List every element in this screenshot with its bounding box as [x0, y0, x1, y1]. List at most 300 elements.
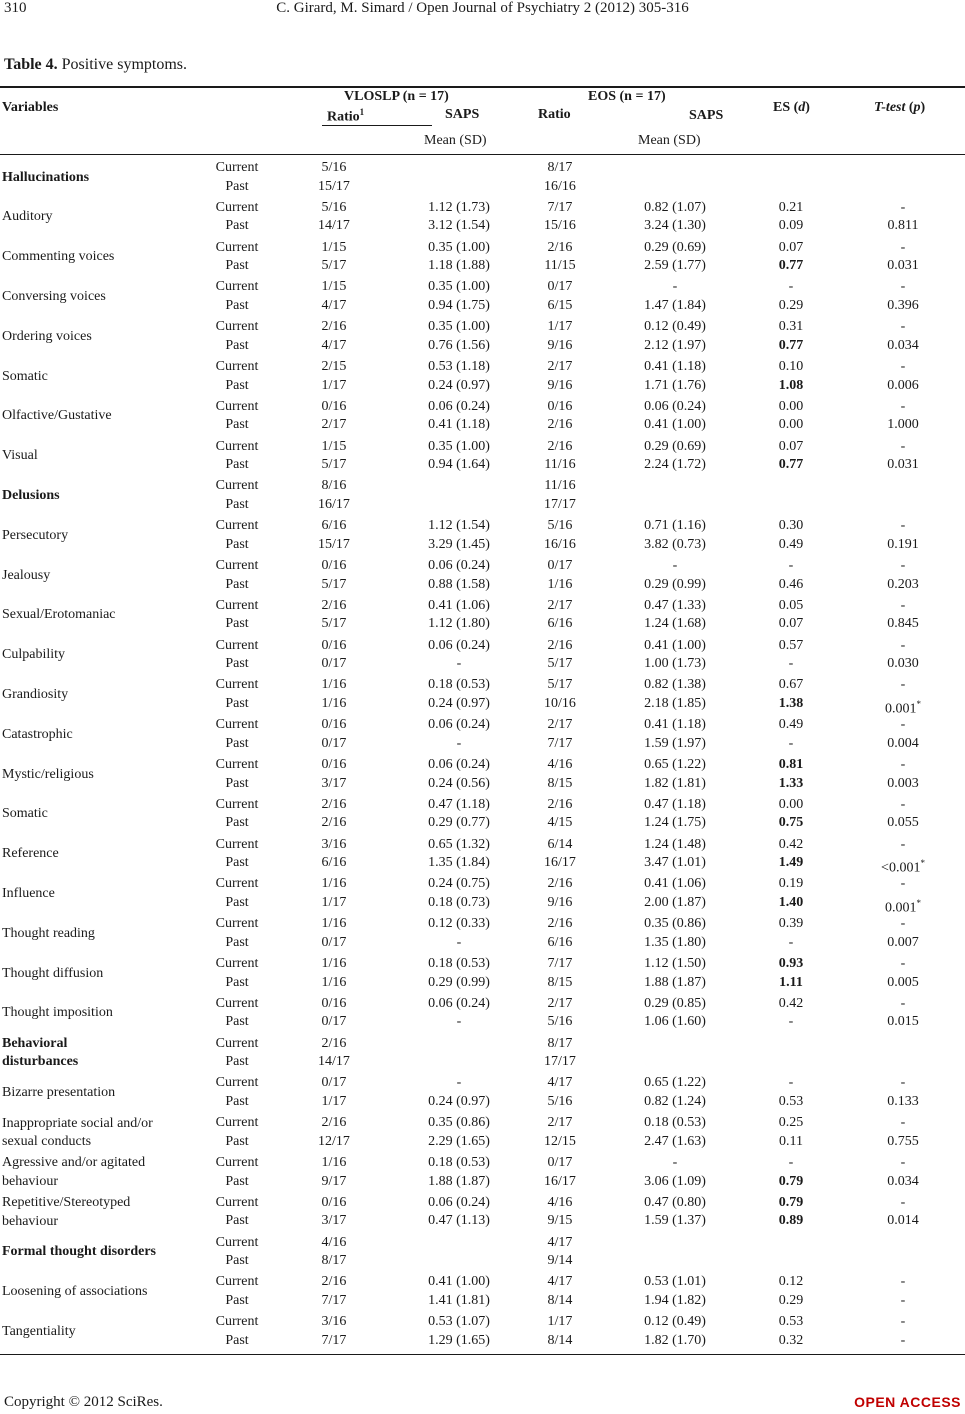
cell-value: 1.38	[778, 695, 804, 711]
cell-value: Past	[225, 775, 249, 791]
cell-m1	[404, 756, 514, 793]
cell-r1	[299, 1234, 369, 1271]
cell-s	[202, 1313, 272, 1350]
cell-r1	[299, 517, 369, 554]
variable-label: Agressive and/or agitated behaviour	[2, 1155, 146, 1189]
cell-value: Current	[215, 1314, 259, 1330]
header-ratio-eos: Ratio	[538, 107, 571, 122]
cell-value: 4/17	[321, 297, 347, 313]
cell-value: 3.47 (1.01)	[644, 855, 706, 871]
cell-value: 0.24 (0.75)	[428, 876, 490, 892]
cell-value: 0.94 (1.75)	[428, 297, 490, 313]
cell-value: 0/17	[321, 1075, 347, 1091]
cell-value: Past	[225, 576, 249, 592]
cell-r2	[525, 278, 595, 315]
cell-value: 0.007	[887, 934, 919, 950]
cell-value: 16/16	[544, 178, 576, 194]
cell-value: 0/17	[321, 656, 347, 672]
cell-p	[863, 318, 943, 355]
cell-value: 0.30	[778, 518, 804, 534]
cell-value: 0.014	[887, 1213, 919, 1229]
cell-s	[202, 637, 272, 674]
table-caption	[4, 56, 187, 74]
cell-r2	[525, 796, 595, 833]
cell-value: 0.06 (0.24)	[428, 558, 490, 573]
cell-value: 0.77	[778, 457, 804, 473]
cell-p	[863, 836, 943, 879]
cell-value: -	[900, 1155, 906, 1170]
cell-r1	[299, 955, 369, 992]
cell-value: 0.845	[887, 616, 919, 632]
cell-value: 2.24 (1.72)	[644, 457, 706, 473]
table-row	[0, 317, 965, 357]
cell-value: Current	[215, 398, 259, 414]
cell-r1	[299, 756, 369, 793]
cell-value: Past	[225, 656, 249, 672]
cell-p	[863, 756, 943, 793]
cell-value: Current	[215, 677, 259, 693]
cell-value: 0.07	[778, 438, 804, 454]
cell-value: 12/15	[544, 1133, 576, 1149]
cell-value: 0.006	[887, 377, 919, 393]
cell-m1	[404, 1313, 514, 1350]
cell-value: 0.47 (0.80)	[644, 1194, 706, 1210]
cell-value: 16/16	[544, 536, 576, 552]
cell-value: 0.18 (0.53)	[428, 1155, 490, 1170]
table-row	[0, 596, 965, 636]
cell-value: 0.71 (1.16)	[644, 518, 706, 534]
table-row	[0, 835, 965, 875]
cell-value: -	[456, 735, 462, 751]
cell-p	[863, 278, 943, 315]
cell-value: 0.24 (0.97)	[428, 1093, 490, 1109]
cell-value: 5/16	[321, 199, 347, 215]
cell-es	[761, 995, 821, 1032]
cell-value: 0.191	[887, 536, 919, 552]
cell-value: Past	[225, 735, 249, 751]
cell-value: 5/16	[547, 1093, 573, 1109]
cell-s	[202, 199, 272, 236]
cell-value: 2/17	[547, 995, 573, 1011]
cell-value: Current	[215, 1075, 259, 1091]
cell-value: 1.40	[778, 894, 804, 910]
cell-value: 0.11	[779, 1133, 803, 1149]
header-saps-eos: SAPS	[689, 108, 724, 123]
table-row	[0, 874, 965, 914]
cell-value: 0.35 (1.00)	[428, 438, 490, 454]
cell-value: -	[788, 558, 794, 573]
cell-value: 0.005	[887, 974, 919, 990]
cell-value: 0.53	[778, 1314, 804, 1330]
table-row	[0, 994, 965, 1034]
cell-value: 6/16	[547, 934, 573, 950]
cell-value: Past	[225, 178, 249, 194]
cell-value: 0.46	[778, 576, 804, 592]
cell-value: Past	[225, 297, 249, 313]
cell-value: 0.29 (0.69)	[644, 438, 706, 454]
cell-value: Current	[215, 956, 259, 971]
cell-s	[202, 1234, 272, 1271]
cell-value: 0/16	[321, 558, 347, 573]
cell-value: 0.79	[778, 1194, 804, 1210]
cell-value: 1/15	[321, 438, 347, 454]
cell-value: Past	[225, 536, 249, 552]
cell-value: 0.001*	[885, 698, 921, 717]
table-bottom-rule	[0, 1354, 965, 1355]
cell-p	[863, 995, 943, 1032]
cell-value: 0.41 (1.18)	[644, 359, 706, 374]
cell-value: 0.12 (0.49)	[644, 1314, 706, 1330]
cell-value: 9/16	[547, 894, 573, 910]
cell-m2	[620, 1154, 730, 1191]
cell-p	[863, 1273, 943, 1310]
cell-es	[761, 438, 821, 475]
variable-label: Delusions	[2, 488, 60, 504]
cell-value: 0.29 (0.99)	[428, 974, 490, 990]
cell-m2	[620, 875, 730, 912]
cell-r1	[299, 1154, 369, 1191]
cell-es	[761, 318, 821, 355]
cell-value: -	[900, 916, 906, 932]
cell-value: 0/16	[321, 637, 347, 653]
cell-s	[202, 239, 272, 276]
cell-value: Current	[215, 199, 259, 215]
cell-s	[202, 796, 272, 833]
cell-value: 2/16	[547, 637, 573, 653]
cell-s	[202, 477, 272, 514]
cell-value: 1.12 (1.54)	[428, 518, 490, 534]
cell-value: 1/15	[321, 279, 347, 295]
variable-label: Commenting voices	[2, 249, 115, 265]
cell-r2	[525, 716, 595, 753]
cell-es	[761, 239, 821, 276]
cell-m2	[620, 676, 730, 713]
cell-value: 3/17	[321, 1213, 347, 1229]
table-row	[0, 556, 965, 596]
table-row	[0, 397, 965, 437]
cell-m2	[620, 836, 730, 873]
cell-value: 0.00	[778, 398, 804, 414]
page-number: 310	[4, 0, 27, 16]
cell-es	[761, 597, 821, 634]
cell-p	[863, 398, 943, 435]
cell-m1	[404, 199, 514, 236]
table-row	[0, 516, 965, 556]
cell-es	[761, 796, 821, 833]
cell-value: 0.57	[778, 637, 804, 653]
cell-value: 1/16	[321, 1155, 347, 1170]
table-caption-label: Table 4.	[4, 56, 58, 73]
cell-m2	[620, 955, 730, 992]
cell-value: -	[900, 1194, 906, 1210]
cell-value: -	[900, 677, 906, 693]
cell-value: 0.29 (0.99)	[644, 576, 706, 592]
cell-value: -	[900, 717, 906, 733]
cell-s	[202, 955, 272, 992]
variable-label: Thought reading	[2, 925, 95, 941]
cell-r1	[299, 1035, 369, 1072]
cell-value: -	[900, 796, 906, 812]
cell-value: 1.35 (1.84)	[428, 855, 490, 871]
cell-value: Current	[215, 438, 259, 454]
cell-value: 1/17	[321, 894, 347, 910]
cell-value: 1/16	[547, 576, 573, 592]
cell-value: 16/17	[318, 496, 350, 512]
cell-value: 0/17	[547, 279, 573, 295]
table-row	[0, 1272, 965, 1312]
cell-value: 0.29	[778, 1292, 804, 1308]
cell-value: 0.06 (0.24)	[644, 398, 706, 414]
cell-p	[863, 1194, 943, 1231]
cell-value: 0.47 (1.33)	[644, 597, 706, 613]
cell-m1	[404, 796, 514, 833]
cell-value: 1.49	[778, 855, 804, 871]
cell-r2	[525, 836, 595, 873]
cell-value: 1/17	[321, 1093, 347, 1109]
table-row	[0, 1233, 965, 1273]
cell-value: 5/17	[321, 457, 347, 473]
cell-value: 6/15	[547, 297, 573, 313]
cell-r2	[525, 477, 595, 514]
cell-value: 0.65 (1.22)	[644, 1075, 706, 1091]
cell-es	[761, 199, 821, 236]
cell-m1	[404, 1154, 514, 1191]
cell-value: 0.41 (1.00)	[644, 637, 706, 653]
cell-value: 0/16	[321, 717, 347, 733]
cell-value: 2.29 (1.65)	[428, 1133, 490, 1149]
cell-value: -	[788, 1155, 794, 1170]
cell-es	[761, 1074, 821, 1111]
cell-value: 0.00	[778, 417, 804, 433]
cell-value: 4/17	[547, 1075, 573, 1091]
cell-s	[202, 517, 272, 554]
cell-value: 1.00 (1.73)	[644, 656, 706, 672]
cell-s	[202, 1114, 272, 1151]
cell-value: 0.755	[887, 1133, 919, 1149]
cell-value: 1/16	[321, 876, 347, 892]
cell-m2	[620, 597, 730, 634]
cell-value: -	[788, 656, 794, 672]
variable-label: Loosening of associations	[2, 1284, 148, 1300]
variable-label: Thought imposition	[2, 1005, 113, 1021]
cell-value: 0.49	[778, 717, 804, 733]
cell-value: 10/16	[544, 695, 576, 711]
header-ratio-vloslp: Ratio$^1$	[327, 107, 365, 125]
cell-m2	[620, 1273, 730, 1310]
cell-value: -	[788, 1014, 794, 1030]
cell-s	[202, 676, 272, 713]
variable-label: Somatic	[2, 806, 48, 822]
cell-value: 1/16	[321, 974, 347, 990]
cell-value: Past	[225, 377, 249, 393]
cell-value: 0.07	[778, 616, 804, 632]
table-row	[0, 1113, 965, 1153]
cell-value: 0.25	[778, 1115, 804, 1131]
cell-s	[202, 1273, 272, 1310]
table-row	[0, 476, 965, 516]
cell-r2	[525, 676, 595, 713]
cell-value: 2/17	[547, 597, 573, 613]
cell-value: Current	[215, 160, 259, 175]
cell-p	[863, 597, 943, 634]
cell-m1	[404, 318, 514, 355]
cell-value: 11/15	[544, 258, 576, 274]
cell-m2	[620, 1114, 730, 1151]
cell-value: 0.77	[778, 258, 804, 274]
cell-r1	[299, 1313, 369, 1350]
cell-value: 7/17	[321, 1292, 347, 1308]
table-row	[0, 437, 965, 477]
cell-value: 0.18 (0.73)	[428, 894, 490, 910]
cell-value: 1.82 (1.70)	[644, 1332, 706, 1348]
cell-value: 0.015	[887, 1014, 919, 1030]
cell-value: 0/17	[547, 1155, 573, 1170]
cell-r1	[299, 318, 369, 355]
table-row	[0, 277, 965, 317]
cell-value: 1.47 (1.84)	[644, 297, 706, 313]
cell-value: 2/17	[547, 1115, 573, 1131]
table-header-rule	[0, 154, 965, 155]
cell-value: 0.67	[778, 677, 804, 693]
cell-value: 0.94 (1.64)	[428, 457, 490, 473]
cell-value: 11/16	[544, 457, 576, 473]
cell-value: 2/16	[321, 319, 347, 335]
cell-m1	[404, 597, 514, 634]
cell-s	[202, 438, 272, 475]
variable-label: Auditory	[2, 209, 53, 225]
cell-r2	[525, 597, 595, 634]
cell-value: 0.24 (0.56)	[428, 775, 490, 791]
cell-value: Past	[225, 894, 249, 910]
cell-value: 1.12 (1.80)	[428, 616, 490, 632]
cell-value: 0.18 (0.53)	[428, 677, 490, 693]
cell-value: Past	[225, 974, 249, 990]
cell-r1	[299, 875, 369, 912]
cell-p	[863, 517, 943, 554]
cell-value: 0.24 (0.97)	[428, 377, 490, 393]
cell-value: -	[900, 757, 906, 772]
cell-value: Past	[225, 616, 249, 632]
cell-value: 5/16	[547, 518, 573, 534]
table-row	[0, 675, 965, 715]
cell-value: 0/16	[321, 995, 347, 1011]
cell-m2	[620, 637, 730, 674]
cell-value: 2.59 (1.77)	[644, 258, 706, 274]
cell-value: Current	[215, 836, 259, 852]
cell-value: 3/16	[321, 1314, 347, 1330]
cell-value: 0.53	[778, 1093, 804, 1109]
cell-value: 5/16	[321, 160, 347, 175]
cell-r1	[299, 1114, 369, 1151]
table-row	[0, 357, 965, 397]
cell-value: 0.203	[887, 576, 919, 592]
cell-s	[202, 358, 272, 395]
cell-r1	[299, 278, 369, 315]
variable-label: Repetitive/Stereotyped behaviour	[2, 1195, 131, 1229]
table-row	[0, 198, 965, 238]
cell-value: 0.35 (1.00)	[428, 279, 490, 295]
cell-value: 8/15	[547, 775, 573, 791]
page-header	[0, 0, 965, 22]
cell-value: 4/17	[321, 337, 347, 353]
cell-value: -	[672, 558, 678, 573]
variable-label: Formal thought disorders	[2, 1244, 156, 1260]
cell-value: 1.24 (1.68)	[644, 616, 706, 632]
cell-value: 0.811	[887, 218, 919, 234]
cell-value: 4/17	[547, 1274, 573, 1290]
cell-s	[202, 875, 272, 912]
cell-value: 0.41 (1.00)	[644, 417, 706, 433]
variable-label: Grandiosity	[2, 687, 69, 703]
cell-value: 0.05	[778, 597, 804, 613]
cell-value: 1.59 (1.97)	[644, 735, 706, 751]
cell-value: -	[900, 558, 906, 573]
cell-r1	[299, 796, 369, 833]
cell-value: 2/17	[321, 417, 347, 433]
cell-r1	[299, 836, 369, 873]
cell-value: 0.004	[887, 735, 919, 751]
cell-value: Current	[215, 319, 259, 335]
cell-value: 0.82 (1.38)	[644, 677, 706, 693]
cell-m2	[620, 915, 730, 952]
cell-value: 0.034	[887, 337, 919, 353]
cell-value: 15/16	[544, 218, 576, 234]
cell-value: -	[900, 637, 906, 653]
cell-value: 0.06 (0.24)	[428, 717, 490, 733]
cell-value: Past	[225, 1133, 249, 1149]
cell-m2	[620, 1194, 730, 1231]
cell-value: 1.11	[779, 974, 803, 990]
cell-value: 0.07	[778, 239, 804, 255]
cell-value: 1.24 (1.75)	[644, 815, 706, 831]
cell-m2	[620, 1313, 730, 1350]
significance-marker: *	[916, 897, 921, 908]
cell-s	[202, 1194, 272, 1231]
cell-value: 1.18 (1.88)	[428, 258, 490, 274]
cell-value: 0.42	[778, 836, 804, 852]
cell-value: -	[900, 319, 906, 335]
variable-label: Behavioral disturbances	[2, 1035, 79, 1070]
cell-s	[202, 1074, 272, 1111]
cell-value: Current	[215, 717, 259, 733]
cell-p	[863, 875, 943, 918]
cell-value: Past	[225, 1173, 249, 1189]
cell-s	[202, 1035, 272, 1072]
cell-value: 0.79	[778, 1173, 804, 1189]
cell-m1	[404, 915, 514, 952]
cell-r2	[525, 875, 595, 912]
cell-value: 0/16	[321, 398, 347, 414]
cell-value: Current	[215, 279, 259, 295]
cell-r1	[299, 716, 369, 753]
significance-marker: *	[920, 858, 925, 869]
cell-p	[863, 637, 943, 674]
cell-value: 0.29 (0.85)	[644, 995, 706, 1011]
cell-value: -	[900, 239, 906, 255]
cell-value: 0.88 (1.58)	[428, 576, 490, 592]
cell-value: 1.24 (1.48)	[644, 836, 706, 852]
cell-s	[202, 557, 272, 594]
cell-m1	[404, 955, 514, 992]
cell-value: Current	[215, 876, 259, 892]
cell-value: Current	[215, 1155, 259, 1170]
cell-m1	[404, 278, 514, 315]
cell-es	[761, 358, 821, 395]
cell-value: 1/16	[321, 916, 347, 932]
cell-m1	[404, 358, 514, 395]
cell-value: Past	[225, 457, 249, 473]
cell-value: Current	[215, 916, 259, 932]
